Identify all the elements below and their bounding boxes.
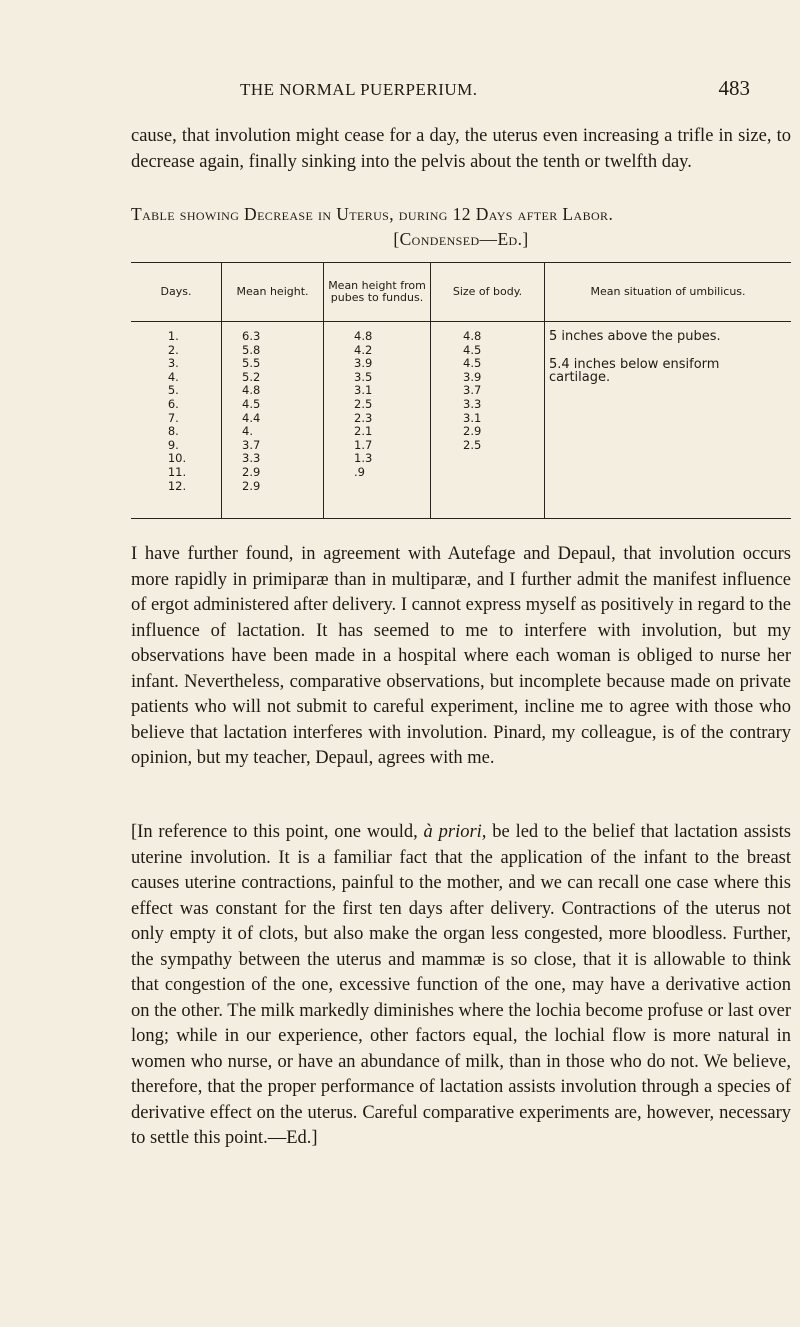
column-umbilicus bbox=[545, 322, 792, 519]
umbilicus-note-1: 5 inches above the pubes. bbox=[549, 329, 721, 344]
paragraph-lactation: I have further found, in agreement with Autefage and Depaul, that involution occurs more rapidly in primiparæ than in multiparæ, and I further admit the manifest influence of ergot administered after delivery. I cannot express myself as positively in regard to the influence of lactation. It has seemed to me to interfere with involution, but my observations have been made in a hospital where each woman is obliged to nurse her infant. Nevertheless, comparative observations, but incomplete because made on private patients who will not submit to careful experiment, incline me to agree with those who believe that lactation interferes with involution. Pinard, my colleague, is of the contrary opinion, but my teacher, Depaul, agrees with me. bbox=[131, 544, 791, 768]
size-of-body-cell: 3.9 bbox=[463, 369, 482, 384]
day-cell: 4. bbox=[167, 369, 179, 384]
size-of-body-cell: 2.5 bbox=[463, 437, 482, 452]
involution-table bbox=[131, 262, 791, 519]
mean-height-cell: 5.8 bbox=[242, 342, 261, 357]
size-of-body-cell: 4.5 bbox=[463, 356, 482, 371]
table-title bbox=[131, 202, 791, 252]
header-days: Days. bbox=[131, 263, 222, 322]
pubes-to-fundus-cell: 2.5 bbox=[354, 396, 373, 411]
umbilicus-note-2: 5.4 inches below ensiform cartilage. bbox=[549, 356, 720, 386]
day-cell: 6. bbox=[167, 396, 179, 411]
pubes-to-fundus-cell: 3.1 bbox=[354, 383, 373, 398]
header-umbilicus: Mean situation of umbilicus. bbox=[545, 263, 792, 322]
mean-height-cell: 6.3 bbox=[242, 329, 261, 343]
header-size-of-body: Size of body. bbox=[431, 263, 545, 322]
day-cell: 10. bbox=[167, 451, 187, 466]
day-cell: 7. bbox=[167, 410, 179, 425]
mean-height-cell: 5.5 bbox=[242, 356, 261, 371]
mean-height-cell: 5.2 bbox=[242, 369, 261, 384]
mean-height-cell: 3.3 bbox=[242, 451, 261, 466]
pubes-to-fundus-cell: 3.9 bbox=[354, 356, 373, 371]
table-body-row bbox=[131, 322, 791, 519]
pubes-to-fundus-cell: 1.3 bbox=[354, 451, 373, 466]
editor-note-text-a: [In reference to this point, one would, bbox=[131, 822, 424, 842]
column-mean-height bbox=[222, 322, 324, 519]
column-size-of-body bbox=[431, 322, 545, 519]
day-cell: 2. bbox=[167, 342, 179, 357]
mean-height-cell: 4.5 bbox=[242, 396, 261, 411]
day-cell: 1. bbox=[167, 329, 179, 343]
pubes-to-fundus-cell: 4.2 bbox=[354, 342, 373, 357]
day-cell: 3. bbox=[167, 356, 179, 371]
table-title-line: Table showing Decrease in Uterus, during 12 Days after Labor. bbox=[131, 204, 614, 224]
editor-note-italic: à priori, bbox=[423, 822, 487, 842]
pubes-to-fundus-cell: .9 bbox=[354, 464, 365, 479]
paragraph-continuation: cause, that involution might cease for a day, the uterus even increasing a trifle in size, to decrease again, finally sinking into the pelvis about the tenth or twelfth day. bbox=[131, 126, 791, 172]
mean-height-cell: 2.9 bbox=[242, 464, 261, 479]
pubes-to-fundus-cell: 1.7 bbox=[354, 437, 373, 452]
pubes-to-fundus-cell: 3.5 bbox=[354, 369, 373, 384]
paragraph-editor-note bbox=[131, 820, 791, 1152]
page-number: 483 bbox=[718, 76, 750, 100]
size-of-body-cell: 3.7 bbox=[463, 383, 482, 398]
day-cell: 9. bbox=[167, 437, 179, 452]
mean-height-cell: 2.9 bbox=[242, 478, 261, 493]
pubes-to-fundus-cell: 2.3 bbox=[354, 410, 373, 425]
day-cell: 12. bbox=[167, 478, 187, 493]
column-days bbox=[131, 322, 222, 519]
size-of-body-cell: 2.9 bbox=[463, 424, 482, 439]
running-title: THE NORMAL PUERPERIUM. bbox=[240, 80, 478, 99]
table-subtitle: [Condensed—Ed.] bbox=[393, 229, 529, 249]
pubes-to-fundus-cell: 4.8 bbox=[354, 329, 373, 343]
header-mean-height: Mean height. bbox=[222, 263, 324, 322]
size-of-body-cell: 4.8 bbox=[463, 329, 482, 343]
day-cell: 11. bbox=[167, 464, 187, 479]
size-of-body-cell: 3.1 bbox=[463, 410, 482, 425]
header-pubes-to-fundus: Mean height from pubes to fundus. bbox=[324, 263, 431, 322]
mean-height-cell: 4. bbox=[242, 424, 253, 439]
mean-height-cell: 3.7 bbox=[242, 437, 261, 452]
day-cell: 5. bbox=[167, 383, 179, 398]
pubes-to-fundus-cell: 2.1 bbox=[354, 424, 373, 439]
editor-note-text-b: be led to the belief that lactation assists uterine involution. It is a familiar fact that the application of the infant to the breast causes uterine contractions, painful to the mother, and we can recall one case where this effect was constant for the first ten days after delivery. Contractions of the uterus not only empty it of clots, but also make the organ less congested, more bloodless. Further, the sympathy between the uterus and mammæ is so close, that it is allowable to think that congestion of the one, excessive function of the one, may have a derivative action on the other. The milk markedly diminishes where the lochia become profuse or last over long; while in our experience, other factors equal, the lochial flow is more natural in women who nurse, or have an abundance of milk, than in those who do not. We believe, therefore, that the proper performance of lactation assists involution through a species of derivative effect on the uterus. Careful comparative experiments are, however, necessary to settle this point.—Ed.] bbox=[131, 822, 791, 1148]
mean-height-cell: 4.4 bbox=[242, 410, 261, 425]
column-pubes-to-fundus bbox=[324, 322, 431, 519]
mean-height-cell: 4.8 bbox=[242, 383, 261, 398]
day-cell: 8. bbox=[167, 424, 179, 439]
table-header-row bbox=[131, 263, 791, 322]
size-of-body-cell: 4.5 bbox=[463, 342, 482, 357]
size-of-body-cell: 3.3 bbox=[463, 396, 482, 411]
